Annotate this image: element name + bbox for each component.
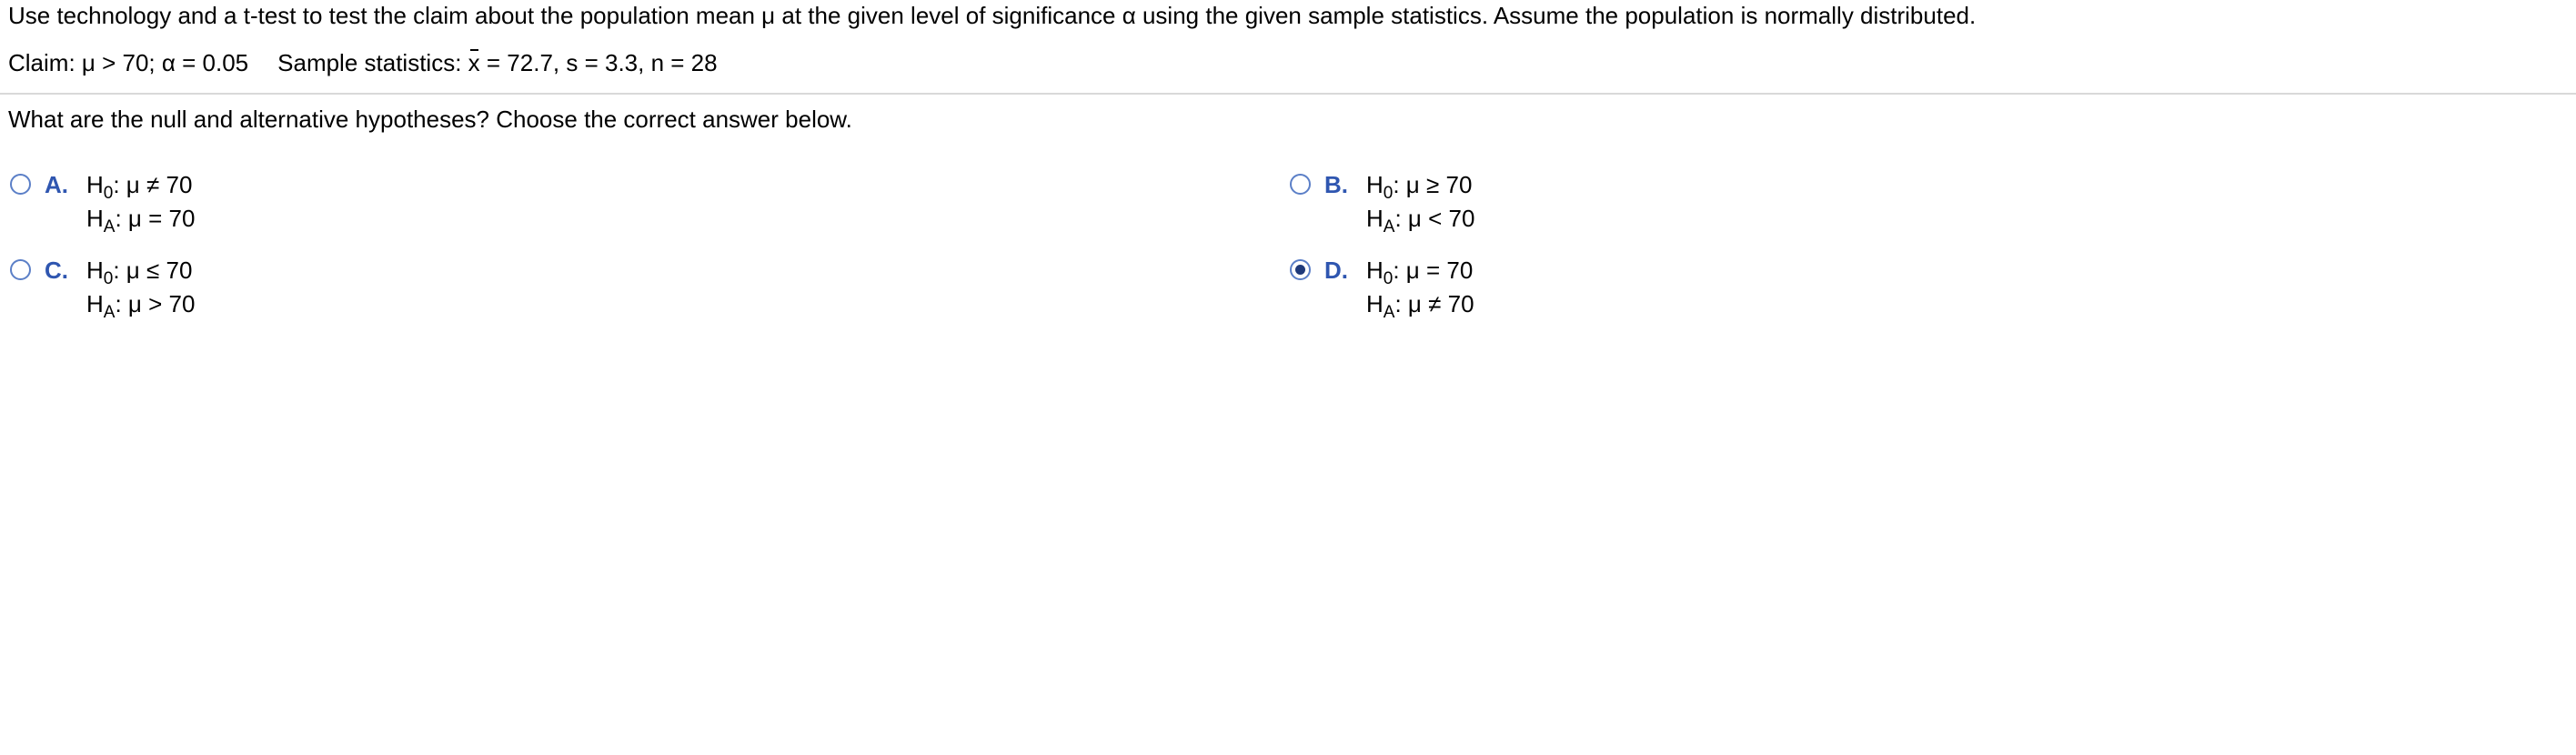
null-hypothesis-d: $H_0$: μ = 70 <box>1366 257 1474 288</box>
alternative-hypothesis-a: $H_A$: μ = 70 <box>86 205 196 237</box>
claim-text: Claim: μ > 70; α = 0.05 <box>8 49 249 76</box>
claim-line <box>8 49 718 76</box>
instructions-text: Use technology and a t-test to test the claim about the population mean μ at the given level of significance α using the given sample statistics. Assume the population is normally distributed. <box>8 2 1977 29</box>
radio-button-d[interactable] <box>1290 259 1311 280</box>
choice-letter-c: C. <box>45 257 68 284</box>
alternative-hypothesis-b: $H_A$: μ < 70 <box>1366 205 1475 237</box>
sample-statistics-label: Sample statistics: <box>277 49 462 76</box>
choice-letter-b: B. <box>1324 171 1348 198</box>
section-divider <box>0 93 2576 95</box>
choice-letter-a: A. <box>45 171 68 198</box>
null-hypothesis-b: $H_0$: μ ≥ 70 <box>1366 171 1473 203</box>
null-hypothesis-c: $H_0$: μ ≤ 70 <box>86 257 193 288</box>
alternative-hypothesis-c: $H_A$: μ > 70 <box>86 290 196 322</box>
radio-button-b[interactable] <box>1290 174 1311 195</box>
sample-statistics-values: = 72.7, s = 3.3, n = 28 <box>479 49 718 76</box>
radio-button-a[interactable] <box>10 174 31 195</box>
question-text: What are the null and alternative hypotheses? Choose the correct answer below. <box>8 106 852 133</box>
null-hypothesis-a: $H_0$: μ ≠ 70 <box>86 171 193 203</box>
radio-button-c[interactable] <box>10 259 31 280</box>
choice-letter-d: D. <box>1324 257 1348 284</box>
sample-mean-symbol: x <box>468 49 480 76</box>
alternative-hypothesis-d: $H_A$: μ ≠ 70 <box>1366 290 1474 322</box>
